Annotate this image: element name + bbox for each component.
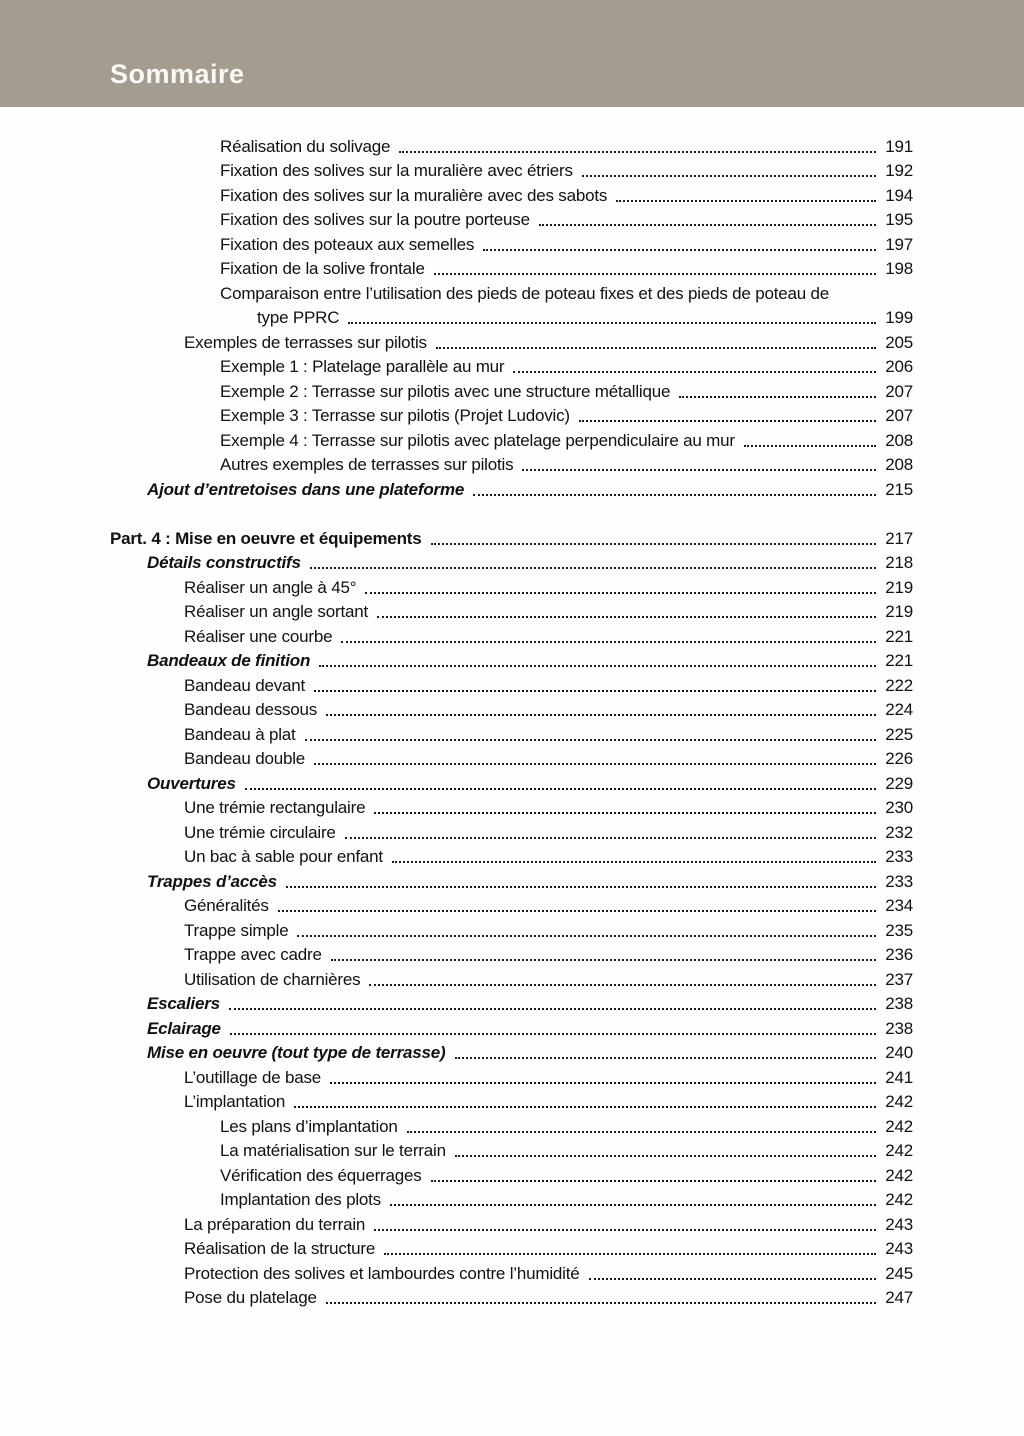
toc-entry-label: La matérialisation sur le terrain	[220, 1141, 446, 1160]
toc-page-number: 242	[885, 1116, 913, 1136]
toc-page-number: 238	[885, 994, 913, 1013]
toc-row	[110, 549, 913, 574]
toc-leader-dots	[407, 1131, 876, 1133]
toc-page-number: 234	[885, 896, 913, 915]
toc-page-number: 224	[885, 700, 913, 719]
toc-leader-dots	[326, 1302, 876, 1304]
toc-page-number: 207	[885, 406, 913, 425]
toc-leader-dots	[319, 665, 876, 667]
toc-page-number: 236	[885, 945, 913, 964]
toc-row	[110, 745, 913, 770]
toc-leader-dots	[384, 1253, 876, 1255]
toc-row	[110, 990, 913, 1015]
toc-row	[110, 818, 913, 843]
toc-row	[110, 1284, 913, 1309]
toc-leader-dots	[341, 641, 876, 643]
toc-page-number: 245	[885, 1263, 913, 1283]
toc-leader-dots	[297, 935, 876, 937]
toc-entry-label: Pose du platelage	[184, 1288, 317, 1307]
toc-entry-label: Protection des solives et lambourdes contre l’humidité	[184, 1263, 580, 1283]
toc-row	[110, 353, 913, 378]
toc-page-number: 242	[885, 1165, 913, 1185]
toc-entry-label: Trappe simple	[184, 920, 289, 940]
toc-entry-label: Bandeau devant	[184, 675, 306, 695]
toc-page-number: 197	[885, 234, 913, 254]
toc-row	[110, 598, 913, 623]
toc-leader-dots	[310, 567, 876, 569]
toc-page-number: 195	[885, 210, 913, 229]
toc-page-number: 235	[885, 920, 913, 940]
toc-entry-label: Fixation des solives sur la poutre porteuse	[220, 210, 530, 229]
toc-leader-dots	[431, 543, 876, 545]
toc-leader-dots	[539, 224, 876, 226]
toc-row	[110, 1063, 913, 1088]
toc-entry-label: Comparaison entre l’utilisation des pieds de poteau fixes et des pieds de poteau de	[220, 283, 830, 303]
toc-page-number: 233	[885, 871, 913, 891]
toc-row	[110, 1088, 913, 1113]
toc-entry-label: Réalisation de la structure	[184, 1239, 376, 1258]
toc-row	[110, 1186, 913, 1211]
toc-leader-dots	[230, 1033, 876, 1035]
toc-row	[110, 965, 913, 990]
toc-entry-label: Bandeau dessous	[184, 700, 318, 719]
toc-row	[110, 647, 913, 672]
toc-page-number: 230	[885, 798, 913, 817]
toc-entry-label: Détails constructifs	[147, 553, 301, 572]
toc-page-number: 229	[885, 773, 913, 793]
toc-leader-dots	[513, 371, 876, 373]
toc-row	[110, 230, 913, 255]
toc-row	[110, 622, 913, 647]
toc-row	[110, 696, 913, 721]
toc-leader-dots	[314, 690, 876, 692]
page-title: Sommaire	[110, 59, 245, 89]
toc-leader-dots	[286, 886, 876, 888]
toc-row	[110, 304, 913, 329]
toc-page-number: 243	[885, 1214, 913, 1234]
toc-leader-dots	[365, 592, 876, 594]
toc-row	[110, 671, 913, 696]
toc-leader-dots	[390, 1204, 876, 1206]
table-of-contents	[0, 107, 1024, 1308]
toc-row	[110, 132, 913, 157]
toc-leader-dots	[582, 175, 876, 177]
toc-row	[110, 1137, 913, 1162]
toc-page-number: 221	[885, 626, 913, 646]
toc-entry-label: type PPRC	[257, 308, 340, 327]
toc-leader-dots	[369, 984, 876, 986]
toc-page-number: 208	[885, 455, 913, 474]
toc-leader-dots	[522, 469, 876, 471]
toc-entry-label: Une trémie rectangulaire	[184, 798, 366, 817]
toc-leader-dots	[399, 151, 876, 153]
toc-entry-label: Trappes d’accès	[147, 871, 277, 891]
toc-page-number: 226	[885, 749, 913, 768]
toc-row	[110, 475, 913, 500]
toc-row	[110, 1210, 913, 1235]
toc-page-number: 242	[885, 1190, 913, 1209]
toc-page-number: 219	[885, 602, 913, 621]
toc-page-number: 207	[885, 381, 913, 401]
toc-entry-label: Trappe avec cadre	[184, 945, 322, 964]
toc-row	[110, 1014, 913, 1039]
toc-row	[110, 843, 913, 868]
toc-leader-dots	[294, 1106, 876, 1108]
toc-row	[110, 794, 913, 819]
toc-page-number: 242	[885, 1141, 913, 1160]
toc-page-number: 208	[885, 430, 913, 450]
header-band	[0, 0, 1024, 107]
toc-page-number: 219	[885, 577, 913, 597]
toc-row	[110, 1259, 913, 1284]
toc-leader-dots	[345, 837, 876, 839]
toc-page-number: 191	[885, 136, 913, 156]
toc-page-number: 238	[885, 1018, 913, 1038]
toc-row	[110, 157, 913, 182]
toc-leader-dots	[331, 959, 876, 961]
toc-leader-dots	[434, 273, 876, 275]
toc-page-number: 241	[885, 1067, 913, 1087]
toc-row	[110, 402, 913, 427]
toc-leader-dots	[374, 812, 876, 814]
toc-entry-label: La préparation du terrain	[184, 1214, 366, 1234]
toc-row	[110, 206, 913, 231]
toc-entry-label: Fixation des solives sur la muralière avec des sabots	[220, 185, 608, 205]
toc-entry-label: Ouvertures	[147, 773, 236, 793]
toc-row	[110, 377, 913, 402]
toc-row	[110, 328, 913, 353]
toc-leader-dots	[436, 347, 876, 349]
toc-entry-label: Un bac à sable pour enfant	[184, 847, 383, 866]
toc-entry-label: Exemples de terrasses sur pilotis	[184, 332, 427, 352]
toc-entry-label: Ajout d’entretoises dans une plateforme	[147, 479, 465, 499]
toc-entry-label: Bandeau double	[184, 749, 306, 768]
toc-entry-label: Fixation des solives sur la muralière avec étriers	[220, 161, 573, 180]
toc-entry-label: Réalisation du solivage	[220, 136, 391, 156]
toc-page-number: 198	[885, 259, 913, 278]
toc-row	[110, 941, 913, 966]
toc-row	[110, 279, 913, 304]
toc-page-number: 194	[885, 185, 913, 205]
toc-row	[110, 1112, 913, 1137]
toc-leader-dots	[374, 1229, 876, 1231]
toc-leader-dots	[229, 1008, 876, 1010]
toc-row	[110, 720, 913, 745]
toc-entry-label: Bandeaux de finition	[147, 651, 311, 670]
toc-page-number: 205	[885, 332, 913, 352]
toc-entry-label: Part. 4 : Mise en oeuvre et équipements	[110, 528, 422, 548]
toc-leader-dots	[455, 1155, 876, 1157]
toc-page-number: 233	[885, 847, 913, 866]
toc-page-number: 243	[885, 1239, 913, 1258]
toc-row	[110, 1235, 913, 1260]
toc-entry-label: Exemple 2 : Terrasse sur pilotis avec une structure métallique	[220, 381, 671, 401]
toc-entry-label: L’implantation	[184, 1092, 286, 1111]
toc-entry-label: Réaliser un angle à 45°	[184, 577, 357, 597]
toc-page-number: 222	[885, 675, 913, 695]
toc-leader-dots	[483, 249, 876, 251]
toc-entry-label: Escaliers	[147, 994, 220, 1013]
toc-entry-label: Réaliser un angle sortant	[184, 602, 369, 621]
toc-leader-dots	[589, 1278, 876, 1280]
toc-entry-label: Exemple 3 : Terrasse sur pilotis (Projet Ludovic)	[220, 406, 570, 425]
toc-entry-label: Réaliser une courbe	[184, 626, 333, 646]
toc-page-number: 217	[885, 528, 913, 548]
toc-leader-dots	[245, 788, 876, 790]
toc-page-number: 192	[885, 161, 913, 180]
toc-entry-label: Mise en oeuvre (tout type de terrasse)	[147, 1043, 446, 1062]
toc-row	[110, 1161, 913, 1186]
toc-page-number: 215	[885, 479, 913, 499]
toc-entry-label: L’outillage de base	[184, 1067, 322, 1087]
toc-row	[110, 426, 913, 451]
toc-row	[110, 524, 913, 549]
toc-page-number: 242	[885, 1092, 913, 1111]
toc-row	[110, 769, 913, 794]
toc-leader-dots	[305, 739, 876, 741]
toc-entry-label: Utilisation de charnières	[184, 969, 361, 989]
toc-entry-label: Vérification des équerrages	[220, 1165, 422, 1185]
toc-page-number: 237	[885, 969, 913, 989]
toc-entry-label: Eclairage	[147, 1018, 221, 1038]
toc-row	[110, 451, 913, 476]
toc-leader-dots	[455, 1057, 877, 1059]
toc-entry-label: Fixation de la solive frontale	[220, 259, 425, 278]
toc-row	[110, 916, 913, 941]
toc-leader-dots	[616, 200, 876, 202]
toc-page-number: 206	[885, 357, 913, 376]
toc-leader-dots	[431, 1180, 876, 1182]
toc-entry-label: Exemple 1 : Platelage parallèle au mur	[220, 357, 505, 376]
toc-row	[110, 255, 913, 280]
toc-page-number: 247	[885, 1288, 913, 1307]
toc-leader-dots	[473, 494, 876, 496]
toc-page-number: 218	[885, 553, 913, 572]
toc-row	[110, 1039, 913, 1064]
toc-entry-label: Implantation des plots	[220, 1190, 381, 1209]
toc-leader-dots	[330, 1082, 876, 1084]
toc-page-number: 232	[885, 822, 913, 842]
toc-entry-label: Exemple 4 : Terrasse sur pilotis avec platelage perpendiculaire au mur	[220, 430, 735, 450]
toc-entry-label: Autres exemples de terrasses sur pilotis	[220, 455, 514, 474]
toc-row	[110, 573, 913, 598]
toc-entry-label: Bandeau à plat	[184, 724, 296, 744]
toc-leader-dots	[278, 910, 876, 912]
toc-leader-dots	[679, 396, 876, 398]
toc-page-number: 199	[885, 308, 913, 327]
toc-row	[110, 867, 913, 892]
toc-row	[110, 892, 913, 917]
toc-page-number: 225	[885, 724, 913, 744]
toc-row	[110, 181, 913, 206]
toc-leader-dots	[314, 763, 876, 765]
toc-page-number: 221	[885, 651, 913, 670]
toc-leader-dots	[392, 861, 876, 863]
toc-page-number: 240	[885, 1043, 913, 1062]
toc-leader-dots	[579, 420, 876, 422]
toc-leader-dots	[326, 714, 876, 716]
toc-leader-dots	[744, 445, 876, 447]
toc-leader-dots	[348, 322, 876, 324]
toc-leader-dots	[377, 616, 876, 618]
toc-entry-label: Les plans d’implantation	[220, 1116, 398, 1136]
toc-entry-label: Une trémie circulaire	[184, 822, 336, 842]
toc-entry-label: Généralités	[184, 896, 269, 915]
toc-entry-label: Fixation des poteaux aux semelles	[220, 234, 475, 254]
